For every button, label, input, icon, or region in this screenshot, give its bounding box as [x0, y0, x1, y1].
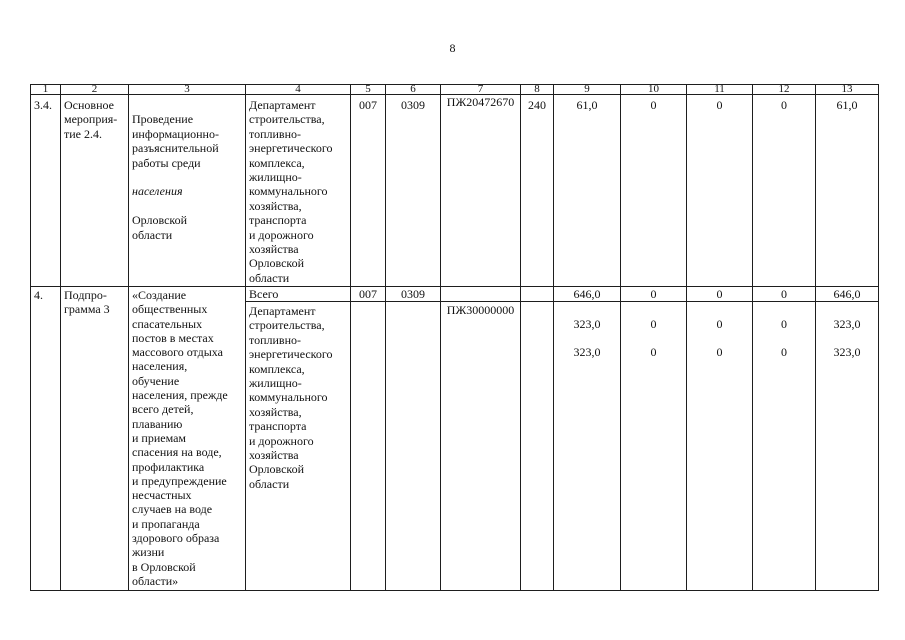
header-cell-11: 11	[687, 85, 753, 95]
category-cell: Подпро- грамма 3	[61, 287, 129, 591]
value-line: 323,0	[833, 345, 861, 359]
col12-value-cell: 0	[753, 287, 816, 302]
header-cell-12: 12	[753, 85, 816, 95]
col11-value-cell: 0	[687, 95, 753, 287]
col13-value-cell	[816, 302, 879, 591]
value-line: 0	[650, 317, 657, 331]
col9-value-cell: 646,0	[554, 287, 621, 302]
header-cell-4: 4	[246, 85, 351, 95]
col10-value-cell: 0	[621, 287, 687, 302]
executor-cell: Департамент строительства, топливно- энергетического комплекса, жилищно- коммунального хозяйства, транспорта и дорожного хозяйства Орловской области	[246, 302, 351, 591]
value-line: 0	[781, 317, 787, 331]
empty-cell	[386, 302, 441, 591]
empty-cell	[351, 302, 386, 591]
col8-cell: 240	[521, 95, 554, 287]
header-cell-7: 7	[441, 85, 521, 95]
value-line: 0	[716, 317, 723, 331]
event-name-text: Проведение информационно- разъяснительной работы среди	[132, 112, 219, 170]
col5-cell: 007	[351, 287, 386, 302]
header-cell-1: 1	[31, 85, 61, 95]
header-cell-3: 3	[129, 85, 246, 95]
header-cell-10: 10	[621, 85, 687, 95]
col6-cell: 0309	[386, 287, 441, 302]
col12-value-cell: 0	[753, 95, 816, 287]
header-cell-5: 5	[351, 85, 386, 95]
subprogram-name-cell: «Создание общественных спасательных постов в местах массового отдыха населения, обучение населения, прежде всего детей, плаванию и приемам спасения на воде, профилактика и предупреждение несчастных случаев на воде и пропаганда здорового образа жизни в Орловской области»	[129, 287, 246, 591]
event-name-cell	[129, 95, 246, 287]
col13-value-cell: 61,0	[816, 95, 879, 287]
col11-value-cell	[687, 302, 753, 591]
col7-code-cell: ПЖ20472670	[441, 95, 521, 287]
value-line: 0	[716, 345, 723, 359]
col12-value-cell	[753, 302, 816, 591]
row-number-cell: 3.4.	[31, 95, 61, 287]
program-table	[30, 84, 879, 591]
value-line: 323,0	[573, 345, 601, 359]
row-number-cell: 4.	[31, 287, 61, 591]
col5-cell: 007	[351, 95, 386, 287]
empty-cell	[521, 287, 554, 302]
empty-cell	[521, 302, 554, 591]
header-cell-2: 2	[61, 85, 129, 95]
value-line: 0	[781, 345, 787, 359]
category-cell: Основное мероприя- тие 2.4.	[61, 95, 129, 287]
value-line: 323,0	[573, 317, 601, 331]
col13-value-cell: 646,0	[816, 287, 879, 302]
col10-value-cell: 0	[621, 95, 687, 287]
col6-cell: 0309	[386, 95, 441, 287]
col9-value-cell	[554, 302, 621, 591]
page-number: 8	[449, 41, 456, 55]
table-row-4-total	[31, 287, 879, 302]
table-row-3-4	[31, 95, 879, 287]
executor-cell: Департамент строительства, топливно- энергетического комплекса, жилищно- коммунального хозяйства, транспорта и дорожного хозяйства Орловской области	[246, 95, 351, 287]
header-cell-8: 8	[521, 85, 554, 95]
executor-total-cell: Всего	[246, 287, 351, 302]
event-name-text: Орловской области	[132, 213, 188, 242]
table-header-row	[31, 85, 879, 95]
col10-value-cell	[621, 302, 687, 591]
header-cell-13: 13	[816, 85, 879, 95]
empty-cell	[441, 287, 521, 302]
header-cell-9: 9	[554, 85, 621, 95]
col9-value-cell: 61,0	[554, 95, 621, 287]
col11-value-cell: 0	[687, 287, 753, 302]
value-line: 0	[650, 345, 657, 359]
col7-code-cell: ПЖ30000000	[441, 302, 521, 591]
header-cell-6: 6	[386, 85, 441, 95]
value-line: 323,0	[833, 317, 861, 331]
event-name-italic-text: населения	[132, 184, 183, 199]
